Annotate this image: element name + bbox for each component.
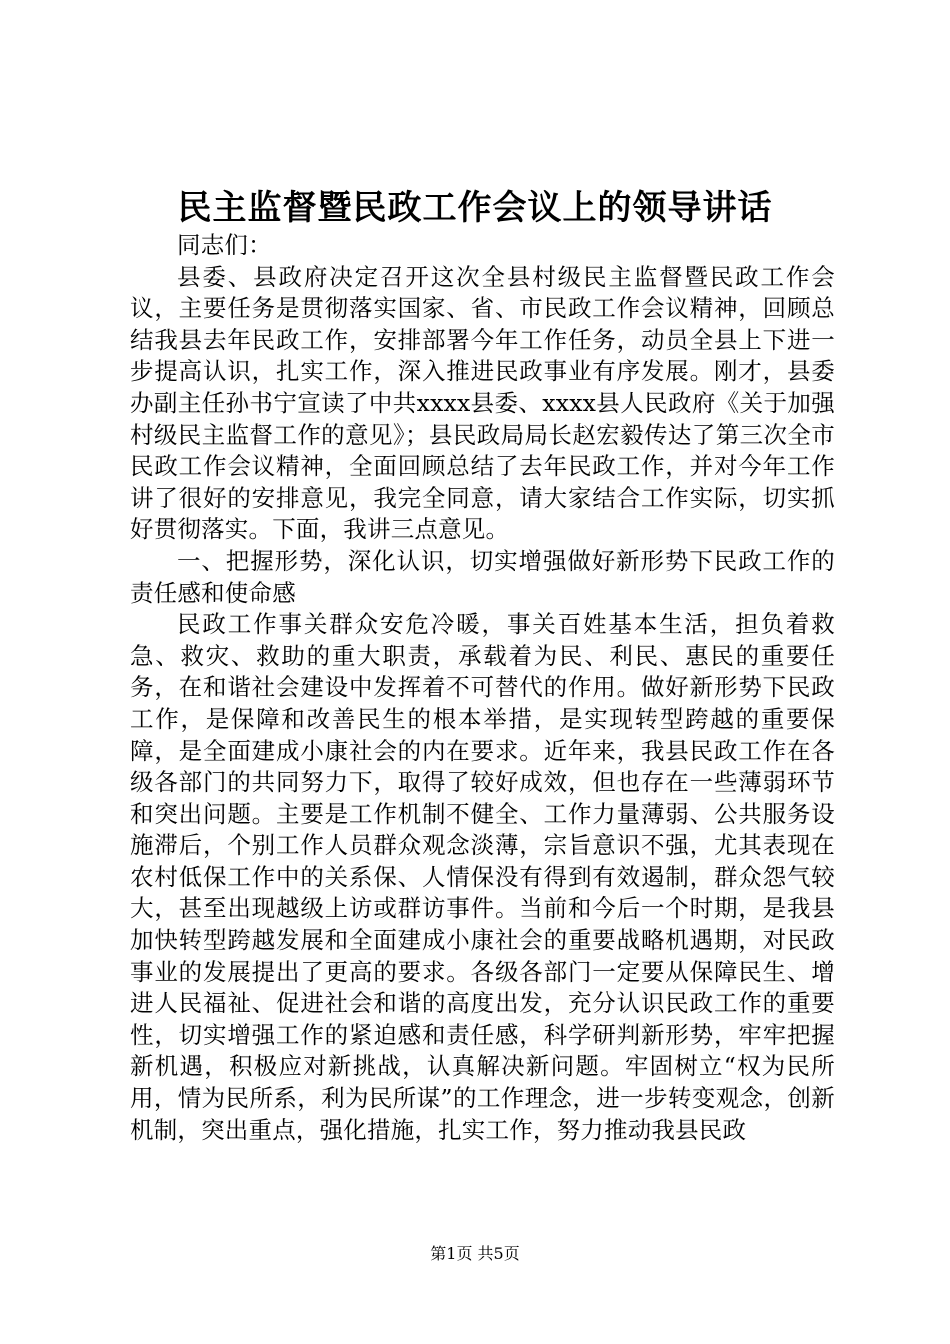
body-paragraph: 民政工作事关群众安危冷暖，事关百姓基本生活，担负着救急、救灾、救助的重大职责，承载着为民、利民、惠民的重要任务，在和谐社会建设中发挥着不可替代的作用。做好新形势下民政工作，是保障和改善民生的根本举措，是实现转型跨越的重要保障，是全面建成小康社会的内在要求。近年来，我县民政工作在各级各部门的共同努力下，取得了较好成效，但也存在一些薄弱环节和突出问题。主要是工作机制不健全、工作力量薄弱、公共服务设施滞后，个别工作人员群众观念淡薄，宗旨意识不强，尤其表现在农村低保工作中的关系保、人情保没有得到有效遏制，群众怨气较大，甚至出现越级上访或群访事件。当前和今后一个时期，是我县加快转型跨越发展和全面建成小康社会的重要战略机遇期，对民政事业的发展提出了更高的要求。各级各部门一定要从保障民生、增进人民福祉、促进社会和谐的高度出发，充分认识民政工作的重要性，切实增强工作的紧迫感和责任感，科学研判新形势，牢牢把握新机遇，积极应对新挑战，认真解决新问题。牢固树立“权为民所用，情为民所系，利为民所谋”的工作理念，进一步转变观念，创新机制，突出重点，强化措施，扎实工作，努力推动我县民政: [130, 610, 835, 1144]
document-title: 民主监督暨民政工作会议上的领导讲话: [177, 188, 773, 228]
salutation-paragraph: 同志们：: [177, 231, 272, 259]
document-body: [130, 230, 835, 1146]
intro-paragraph: 县委、县政府决定召开这次全县村级民主监督暨民政工作会议，主要任务是贯彻落实国家、省、市民政工作会议精神，回顾总结我县去年民政工作，安排部署今年工作任务，动员全县上下进一步提高认识，扎实工作，深入推进民政事业有序发展。刚才，县委办副主任孙书宁宣读了中共xxxx县委、xxxx县人民政府《关于加强村级民主监督工作的意见》；县民政局局长赵宏毅传达了第三次全市民政工作会议精神，全面回顾总结了去年民政工作，并对今年工作讲了很好的安排意见，我完全同意，请大家结合工作实际，切实抓好贯彻落实。下面，我讲三点意见。: [130, 262, 835, 544]
page-number-footer: 第1页 共5页: [430, 1244, 520, 1263]
section-heading-paragraph: 一、把握形势，深化认识，切实增强做好新形势下民政工作的责任感和使命感: [130, 546, 835, 607]
